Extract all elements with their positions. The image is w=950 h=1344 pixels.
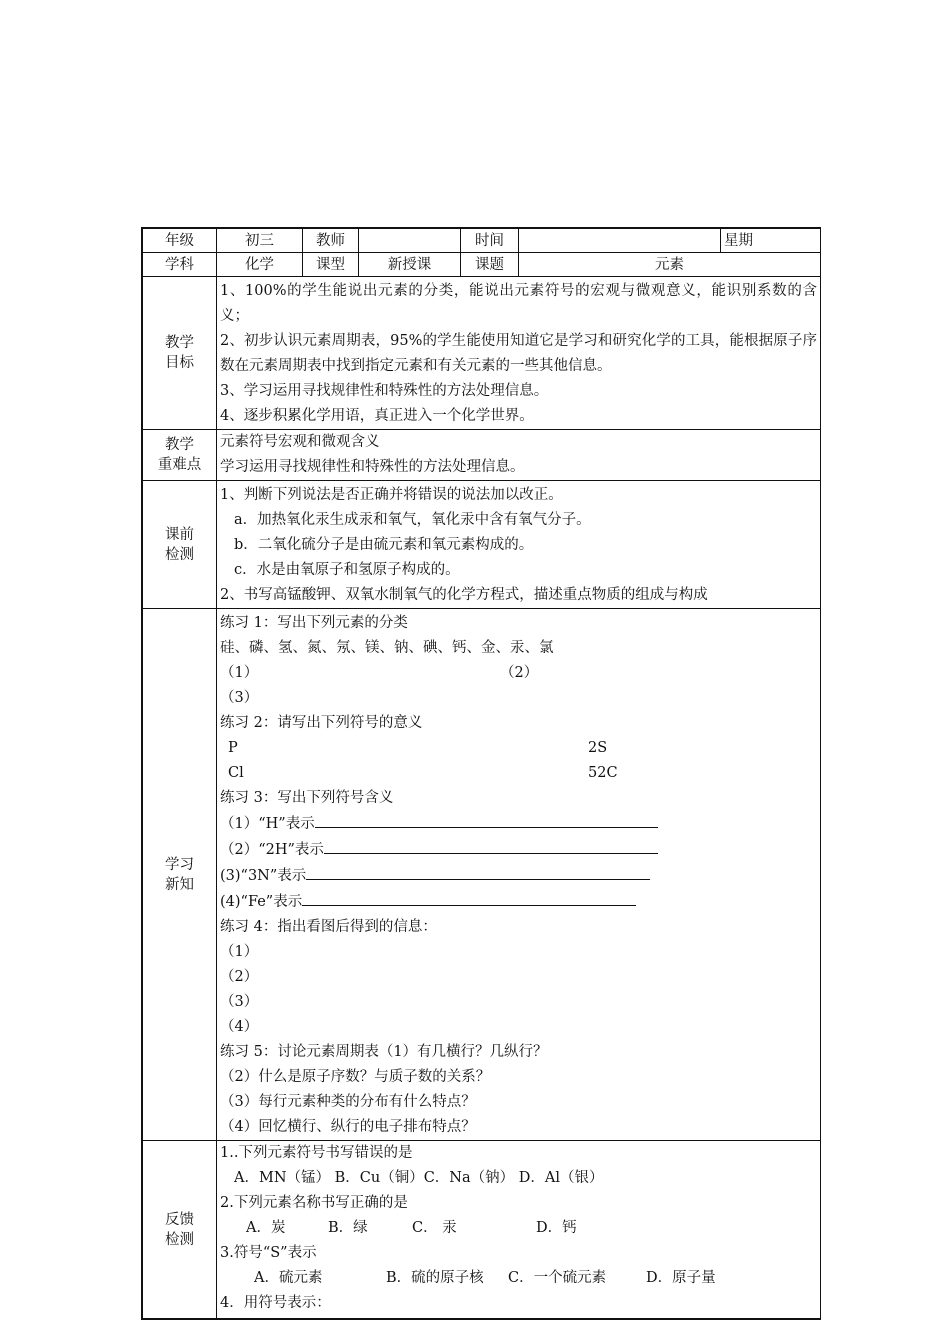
time-value[interactable] bbox=[519, 229, 721, 253]
type-value: 新授课 bbox=[359, 253, 461, 277]
keypoints-row bbox=[143, 430, 821, 481]
keypoints-content bbox=[217, 430, 821, 481]
exercise-5-title: 练习 5：讨论元素周期表（1）有几横行？几纵行？ bbox=[220, 1044, 548, 1060]
precheck-row bbox=[143, 481, 821, 609]
precheck-q1: 1、判断下列说法是否正确并将错误的说法加以改正。 bbox=[220, 487, 563, 503]
precheck-item-c: c．水是由氧原子和氢原子构成的。 bbox=[234, 562, 460, 578]
answer-slot: （4） bbox=[220, 1019, 259, 1035]
feedback-row bbox=[143, 1141, 821, 1319]
keypoints-label: 教学 重难点 bbox=[143, 430, 217, 481]
blank-line[interactable] bbox=[306, 863, 650, 880]
symbol-item: Cl bbox=[228, 765, 244, 781]
exercise-1-elements: 硅、磷、氢、氮、氖、镁、钠、碘、钙、金、汞、氯 bbox=[220, 640, 554, 656]
precheck-q2: 2、书写高锰酸钾、双氧水制氧气的化学方程式，描述重点物质的组成与构成 bbox=[220, 587, 708, 603]
newknowledge-label: 学习 新知 bbox=[143, 609, 217, 1141]
feedback-q2: 2.下列元素名称书写正确的是 bbox=[220, 1195, 408, 1211]
exercise-3-item: （2）“2H”表示 bbox=[220, 837, 817, 863]
answer-slot: （3） bbox=[220, 994, 259, 1010]
type-label: 课型 bbox=[303, 253, 359, 277]
exercise-5-question: （3）每行元素种类的分布有什么特点？ bbox=[220, 1094, 476, 1110]
subject-label: 学科 bbox=[143, 253, 217, 277]
blank-line[interactable] bbox=[302, 889, 636, 906]
exercise-1-answers bbox=[220, 661, 817, 686]
answer-slot: （2） bbox=[500, 665, 539, 681]
objectives-content bbox=[217, 277, 821, 430]
exercise-2-row bbox=[220, 736, 817, 761]
objective-item: 3、学习运用寻找规律性和特殊性的方法处理信息。 bbox=[220, 383, 549, 399]
feedback-q3: 3.符号“S”表示 bbox=[220, 1245, 317, 1261]
exercise-1-title: 练习 1：写出下列元素的分类 bbox=[220, 615, 408, 631]
option: A．炭 bbox=[246, 1220, 286, 1236]
topic-value: 元素 bbox=[519, 253, 821, 277]
feedback-q2-options bbox=[220, 1216, 817, 1241]
feedback-label: 反馈 检测 bbox=[143, 1141, 217, 1319]
exercise-3-title: 练习 3：写出下列符号含义 bbox=[220, 790, 394, 806]
blank-line[interactable] bbox=[315, 811, 658, 828]
keypoint-item: 元素符号宏观和微观含义 bbox=[220, 434, 380, 450]
answer-slot: （1） bbox=[220, 665, 259, 681]
objective-item: 4、逐步积累化学用语，真正进入一个化学世界。 bbox=[220, 408, 534, 424]
symbol-item: P bbox=[228, 740, 238, 756]
newknowledge-row bbox=[143, 609, 821, 1141]
symbol-item: 52C bbox=[588, 765, 618, 781]
objectives-row bbox=[143, 277, 821, 430]
answer-slot: （2） bbox=[220, 969, 259, 985]
newknowledge-content bbox=[217, 609, 821, 1141]
answer-slot: （1） bbox=[220, 944, 259, 960]
exercise-5-question: （2）什么是原子序数？与质子数的关系？ bbox=[220, 1069, 491, 1085]
option: A．硫元素 bbox=[254, 1270, 323, 1286]
teacher-value[interactable] bbox=[359, 229, 461, 253]
option: C．一个硫元素 bbox=[508, 1270, 607, 1286]
grade-value: 初三 bbox=[217, 229, 303, 253]
blank-line[interactable] bbox=[324, 837, 658, 854]
topic-label: 课题 bbox=[461, 253, 519, 277]
feedback-q3-options bbox=[220, 1266, 817, 1291]
subject-value: 化学 bbox=[217, 253, 303, 277]
precheck-item-b: b．二氧化硫分子是由硫元素和氧元素构成的。 bbox=[234, 537, 534, 553]
exercise-3-item: (4)“Fe”表示 bbox=[220, 889, 817, 915]
feedback-q4: 4．用符号表示： bbox=[220, 1295, 331, 1311]
teacher-label: 教师 bbox=[303, 229, 359, 253]
answer-slot: （3） bbox=[220, 690, 259, 706]
header-row-2 bbox=[143, 253, 821, 277]
exercise-2-row bbox=[220, 761, 817, 786]
exercise-3-item: （1）“H”表示 bbox=[220, 811, 817, 837]
option: B．硫的原子核 bbox=[386, 1270, 484, 1286]
objective-item: 2、初步认识元素周期表，95%的学生能使用知道它是学习和研究化学的工具，能根据原子序数在元素周期表中找到指定元素和有关元素的一些其他信息。 bbox=[220, 333, 817, 374]
time-label: 时间 bbox=[461, 229, 519, 253]
feedback-q1: 1..下列元素符号书写错误的是 bbox=[220, 1145, 413, 1161]
option: D．原子量 bbox=[646, 1270, 716, 1286]
feedback-content bbox=[217, 1141, 821, 1319]
exercise-3-item: (3)“3N”表示 bbox=[220, 863, 817, 889]
lesson-plan-table bbox=[141, 227, 821, 1320]
header-row-1 bbox=[143, 229, 821, 253]
precheck-content bbox=[217, 481, 821, 609]
option: D．钙 bbox=[536, 1220, 577, 1236]
option: B．绿 bbox=[328, 1220, 368, 1236]
option: C． 汞 bbox=[412, 1220, 457, 1236]
grade-label: 年级 bbox=[143, 229, 217, 253]
precheck-label: 课前 检测 bbox=[143, 481, 217, 609]
objectives-label: 教学 目标 bbox=[143, 277, 217, 430]
week-label: 星期 bbox=[721, 229, 821, 253]
exercise-5-question: （4）回忆横行、纵行的电子排布特点？ bbox=[220, 1119, 476, 1135]
keypoint-item: 学习运用寻找规律性和特殊性的方法处理信息。 bbox=[220, 459, 525, 475]
objective-item: 1、100%的学生能说出元素的分类，能说出元素符号的宏观与微观意义，能识别系数的含义； bbox=[220, 283, 817, 324]
exercise-2-title: 练习 2：请写出下列符号的意义 bbox=[220, 715, 423, 731]
symbol-item: 2S bbox=[588, 740, 608, 756]
feedback-q1-options: A．MN（锰） B．Cu（铜）C．Na（钠） D．Al（银） bbox=[234, 1170, 604, 1186]
precheck-item-a: a．加热氧化汞生成汞和氧气，氧化汞中含有氧气分子。 bbox=[234, 512, 591, 528]
exercise-4-title: 练习 4：指出看图后得到的信息： bbox=[220, 919, 437, 935]
